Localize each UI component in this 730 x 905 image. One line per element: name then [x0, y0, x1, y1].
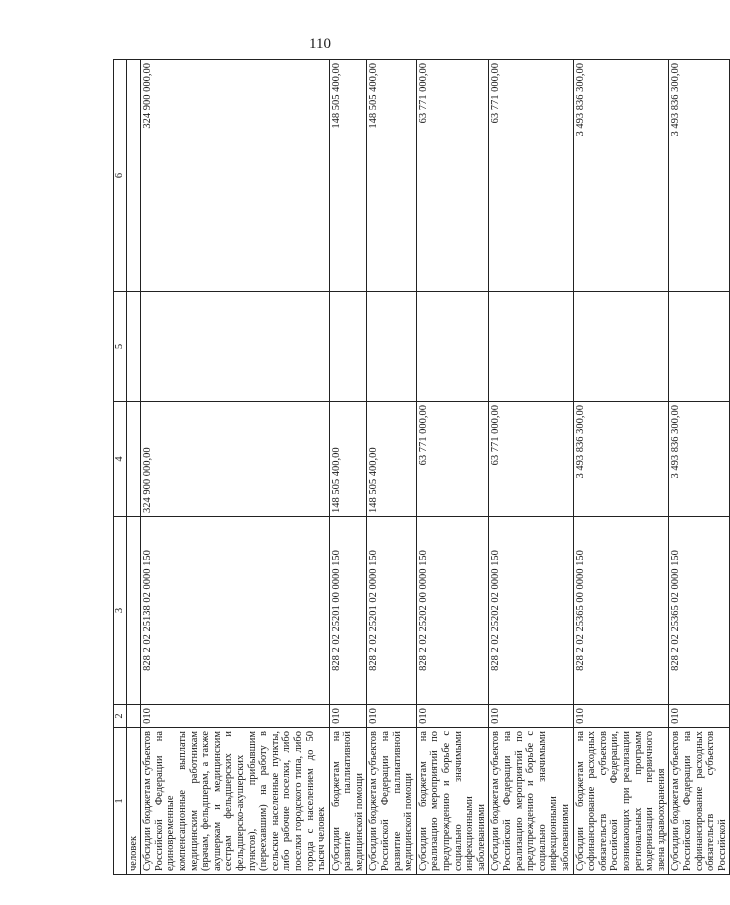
row-name: Субсидии бюджетам субъектов Российской Федерации на реализацию мероприятий по предупреждению и борьбе с социально значимыми инфекционными заболеваниями	[489, 728, 573, 875]
table-cell	[126, 292, 141, 402]
continuation-text: человек	[126, 728, 141, 875]
table-row	[367, 60, 416, 875]
continuation-row	[126, 60, 141, 875]
table-cell	[126, 60, 141, 292]
table-cell	[126, 705, 141, 728]
row-col5-amount	[367, 292, 416, 402]
budget-table	[113, 59, 730, 875]
row-col5-amount	[141, 292, 330, 402]
row-col6-amount: 3 493 836 300,00	[669, 60, 730, 292]
row-col6-amount: 148 505 400,00	[329, 60, 367, 292]
table-row	[141, 60, 330, 875]
header-col-6: 6	[114, 60, 127, 292]
row-col4-amount: 148 505 400,00	[329, 402, 367, 517]
row-col6-amount: 63 771 000,00	[489, 60, 573, 292]
row-col6-amount: 148 505 400,00	[367, 60, 416, 292]
row-admin-code: 010	[141, 705, 330, 728]
row-name: Субсидии бюджетам субъектов Российской Федерации на софинансирование расходных обязательств субъектов Российской	[669, 728, 730, 875]
row-col4-amount: 3 493 836 300,00	[573, 402, 669, 517]
row-col4-amount: 148 505 400,00	[367, 402, 416, 517]
row-admin-code: 010	[367, 705, 416, 728]
header-col-3: 3	[114, 517, 127, 705]
row-budget-code: 828 2 02 25365 02 0000 150	[669, 517, 730, 705]
row-name: Субсидии бюджетам субъектов Российской Федерации на развитие паллиативной медицинской помощи	[367, 728, 416, 875]
row-col4-amount: 63 771 000,00	[416, 402, 489, 517]
row-col5-amount	[573, 292, 669, 402]
header-col-4: 4	[114, 402, 127, 517]
row-col5-amount	[416, 292, 489, 402]
table-row	[416, 60, 489, 875]
row-col6-amount: 63 771 000,00	[416, 60, 489, 292]
row-col5-amount	[329, 292, 367, 402]
header-row	[114, 60, 127, 875]
table-row	[573, 60, 669, 875]
row-budget-code: 828 2 02 25365 00 0000 150	[573, 517, 669, 705]
row-budget-code: 828 2 02 25201 02 0000 150	[367, 517, 416, 705]
row-budget-code: 828 2 02 25202 02 0000 150	[489, 517, 573, 705]
row-admin-code: 010	[416, 705, 489, 728]
row-name: Субсидии бюджетам на развитие паллиативной медицинской помощи	[329, 728, 367, 875]
row-admin-code: 010	[573, 705, 669, 728]
header-col-5: 5	[114, 292, 127, 402]
row-budget-code: 828 2 02 25202 00 0000 150	[416, 517, 489, 705]
row-col5-amount	[489, 292, 573, 402]
row-col4-amount: 3 493 836 300,00	[669, 402, 730, 517]
budget-table-rotated	[113, 60, 728, 875]
row-admin-code: 010	[669, 705, 730, 728]
row-name: Субсидии бюджетам субъектов Российской Федерации на единовременные компенсационные выплаты медицинским работникам (врачам, фельдшерам, а также акушеркам и медицинским сестрам фельдшерских и фельдшерско-акушерских пунктов), прибывшим (переехавшим) на работу в сельские населенные пункты, либо рабочие поселки, либо поселки городского типа, либо города с населением до 50 тысяч человек	[141, 728, 330, 875]
row-admin-code: 010	[489, 705, 573, 728]
row-name: Субсидии бюджетам на софинансирование расходных обязательств субъектов Российской Федерации, возникающих при реализации региональных программ модернизации первичного звена здравоохранения	[573, 728, 669, 875]
row-budget-code: 828 2 02 25201 00 0000 150	[329, 517, 367, 705]
row-col6-amount: 324 900 000,00	[141, 60, 330, 292]
row-name: Субсидии бюджетам на реализацию мероприятий по предупреждению и борьбе с социально значимыми инфекционными заболеваниями	[416, 728, 489, 875]
header-col-2: 2	[114, 705, 127, 728]
row-col5-amount	[669, 292, 730, 402]
table-row	[489, 60, 573, 875]
table-cell	[126, 517, 141, 705]
page-number: 110	[309, 36, 331, 52]
row-col6-amount: 3 493 836 300,00	[573, 60, 669, 292]
header-col-1: 1	[114, 728, 127, 875]
row-col4-amount: 324 900 000,00	[141, 402, 330, 517]
row-admin-code: 010	[329, 705, 367, 728]
table-row	[329, 60, 367, 875]
table-row	[669, 60, 730, 875]
row-col4-amount: 63 771 000,00	[489, 402, 573, 517]
table-cell	[126, 402, 141, 517]
row-budget-code: 828 2 02 25138 02 0000 150	[141, 517, 330, 705]
